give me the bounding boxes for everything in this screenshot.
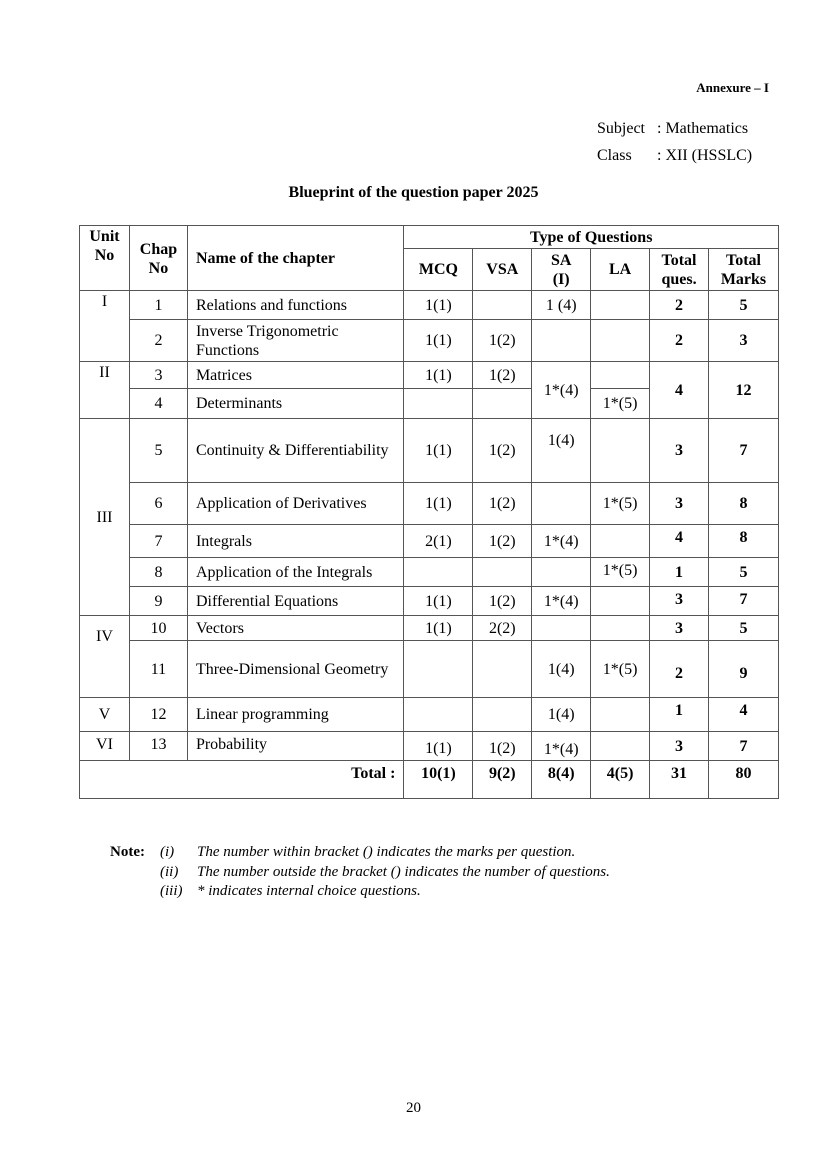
vsa-cell [473, 641, 532, 698]
total-la: 4(5) [591, 761, 650, 799]
header-type-of-questions: Type of Questions [404, 226, 779, 249]
total-row [80, 761, 779, 799]
vsa-cell: 1(2) [473, 587, 532, 616]
note-item [110, 882, 610, 902]
total-vsa: 9(2) [473, 761, 532, 799]
mcq-cell: 1(1) [404, 616, 473, 641]
total-marks-cell: 3 [708, 320, 778, 362]
mcq-cell: 1(1) [404, 362, 473, 389]
chapter-name-cell: Application of the Integrals [187, 558, 404, 587]
total-ques-cell: 4 [650, 362, 709, 419]
chapter-name-cell: Vectors [187, 616, 404, 641]
vsa-cell: 1(2) [473, 732, 532, 761]
chapter-name-cell: Linear programming [187, 698, 404, 732]
total-marks-cell: 7 [708, 587, 778, 616]
mcq-cell [404, 389, 473, 419]
sa-cell: 1*(4) [532, 525, 591, 558]
la-cell [591, 587, 650, 616]
note-number: (i) [160, 844, 175, 860]
sa-cell [532, 320, 591, 362]
table-row [80, 641, 779, 698]
page-number: 20 [406, 1100, 421, 1116]
note-number: (iii) [160, 883, 183, 899]
header-la: LA [591, 249, 650, 291]
table-row [80, 525, 779, 558]
total-marks-cell: 8 [708, 525, 778, 558]
chap-no-cell: 8 [129, 558, 187, 587]
total-ques-cell: 2 [650, 320, 709, 362]
chapter-name-cell: Integrals [187, 525, 404, 558]
sa-cell [532, 616, 591, 641]
unit-cell: III [80, 419, 130, 616]
vsa-cell [473, 291, 532, 320]
table-row [80, 419, 779, 483]
sa-cell: 1 (4) [532, 291, 591, 320]
la-cell [591, 525, 650, 558]
mcq-cell [404, 698, 473, 732]
chap-no-cell: 6 [129, 483, 187, 525]
la-cell [591, 291, 650, 320]
la-cell [591, 419, 650, 483]
mcq-cell: 2(1) [404, 525, 473, 558]
subject-row [597, 115, 752, 142]
sa-cell [532, 558, 591, 587]
chapter-name-cell: Relations and functions [187, 291, 404, 320]
table-row [80, 587, 779, 616]
table-row [80, 320, 779, 362]
annexure-label: Annexure – I [696, 80, 769, 95]
unit-cell: VI [80, 732, 130, 761]
total-marks-cell: 12 [708, 362, 778, 419]
vsa-cell [473, 698, 532, 732]
mcq-cell: 1(1) [404, 320, 473, 362]
mcq-cell: 1(1) [404, 419, 473, 483]
total-ques-cell: 3 [650, 587, 709, 616]
chap-no-cell: 9 [129, 587, 187, 616]
mcq-cell [404, 558, 473, 587]
vsa-cell [473, 558, 532, 587]
total-marks-cell: 5 [708, 291, 778, 320]
la-cell [591, 616, 650, 641]
total-ques-cell: 3 [650, 732, 709, 761]
total-mcq: 10(1) [404, 761, 473, 799]
note-number: (ii) [160, 863, 179, 880]
chapter-name-cell: Continuity & Differentiability [187, 419, 404, 483]
la-cell: 1*(5) [591, 641, 650, 698]
chap-no-cell: 13 [129, 732, 187, 761]
subject-value: : Mathematics [657, 120, 749, 137]
total-ques-cell: 4 [650, 525, 709, 558]
unit-cell: I [80, 291, 130, 362]
header-vsa: VSA [473, 249, 532, 291]
subject-label: Subject [597, 120, 645, 137]
note-text: The number within bracket () indicates the marks per question. [197, 844, 576, 860]
total-marks-cell: 9 [708, 641, 778, 698]
total-ques-cell: 1 [650, 558, 709, 587]
header-chapter-name: Name of the chapter [187, 226, 404, 291]
class-value: : XII (HSSLC) [657, 147, 753, 164]
vsa-cell: 1(2) [473, 483, 532, 525]
sa-cell: 1(4) [532, 698, 591, 732]
chap-no-cell: 2 [129, 320, 187, 362]
chap-no-cell: 11 [129, 641, 187, 698]
unit-cell: II [80, 362, 130, 419]
unit-cell: V [80, 698, 130, 732]
total-marks: 80 [708, 761, 778, 799]
la-cell: 1*(5) [591, 389, 650, 419]
note-block [110, 843, 610, 902]
total-ques-cell: 3 [650, 483, 709, 525]
total-marks-cell: 7 [708, 419, 778, 483]
header-total-marks: Total Marks [708, 249, 778, 291]
note-label: Note: [110, 844, 145, 860]
total-marks-cell: 5 [708, 616, 778, 641]
vsa-cell: 1(2) [473, 362, 532, 389]
page-title: Blueprint of the question paper 2025 [288, 184, 539, 201]
sa-cell [532, 483, 591, 525]
vsa-cell: 2(2) [473, 616, 532, 641]
sa-cell: 1*(4) [532, 587, 591, 616]
vsa-cell: 1(2) [473, 320, 532, 362]
total-ques-cell: 3 [650, 616, 709, 641]
vsa-cell: 1(2) [473, 525, 532, 558]
total-marks-cell: 5 [708, 558, 778, 587]
mcq-cell: 1(1) [404, 291, 473, 320]
chapter-name-cell: Inverse Trigonometric Functions [187, 320, 404, 362]
table-row [80, 732, 779, 761]
la-cell: 1*(5) [591, 558, 650, 587]
sa-cell: 1*(4) [532, 732, 591, 761]
table-row [80, 483, 779, 525]
chap-no-cell: 12 [129, 698, 187, 732]
total-marks-cell: 4 [708, 698, 778, 732]
sa-cell: 1*(4) [532, 362, 591, 419]
total-marks-cell: 8 [708, 483, 778, 525]
chapter-name-cell: Matrices [187, 362, 404, 389]
table-row [80, 362, 779, 389]
note-text: The number outside the bracket () indicates the number of questions. [197, 863, 610, 880]
total-ques-cell: 2 [650, 641, 709, 698]
total-ques-cell: 3 [650, 419, 709, 483]
chap-no-cell: 3 [129, 362, 187, 389]
table-row [80, 616, 779, 641]
la-cell [591, 362, 650, 389]
header-chap-no: Chap No [129, 226, 187, 291]
header-sa: SA (I) [532, 249, 591, 291]
chapter-name-cell: Determinants [187, 389, 404, 419]
table-row [80, 558, 779, 587]
la-cell [591, 320, 650, 362]
chap-no-cell: 7 [129, 525, 187, 558]
header-total-ques: Total ques. [650, 249, 709, 291]
chap-no-cell: 5 [129, 419, 187, 483]
la-cell: 1*(5) [591, 483, 650, 525]
la-cell [591, 698, 650, 732]
la-cell [591, 732, 650, 761]
vsa-cell: 1(2) [473, 419, 532, 483]
total-ques: 31 [650, 761, 709, 799]
chapter-name-cell: Probability [187, 732, 404, 761]
total-ques-cell: 2 [650, 291, 709, 320]
total-ques-cell: 1 [650, 698, 709, 732]
table-row [80, 698, 779, 732]
class-row [597, 142, 752, 169]
header-mcq: MCQ [404, 249, 473, 291]
blueprint-table [79, 225, 779, 799]
chapter-name-cell: Three-Dimensional Geometry [187, 641, 404, 698]
mcq-cell [404, 641, 473, 698]
class-label: Class [597, 147, 632, 164]
note-item [110, 863, 610, 883]
note-text: * indicates internal choice questions. [197, 883, 421, 899]
chap-no-cell: 1 [129, 291, 187, 320]
chapter-name-cell: Differential Equations [187, 587, 404, 616]
chap-no-cell: 10 [129, 616, 187, 641]
header-row-1 [80, 226, 779, 249]
sa-cell: 1(4) [532, 641, 591, 698]
vsa-cell [473, 389, 532, 419]
unit-cell: IV [80, 616, 130, 698]
total-sa: 8(4) [532, 761, 591, 799]
note-item [110, 843, 610, 863]
chapter-name-cell: Application of Derivatives [187, 483, 404, 525]
header-unit-no: Unit No [80, 226, 130, 291]
table-row [80, 291, 779, 320]
subject-class-block [597, 115, 752, 169]
sa-cell: 1(4) [532, 419, 591, 483]
total-marks-cell: 7 [708, 732, 778, 761]
mcq-cell: 1(1) [404, 732, 473, 761]
total-label: Total : [80, 761, 404, 799]
mcq-cell: 1(1) [404, 483, 473, 525]
mcq-cell: 1(1) [404, 587, 473, 616]
chap-no-cell: 4 [129, 389, 187, 419]
